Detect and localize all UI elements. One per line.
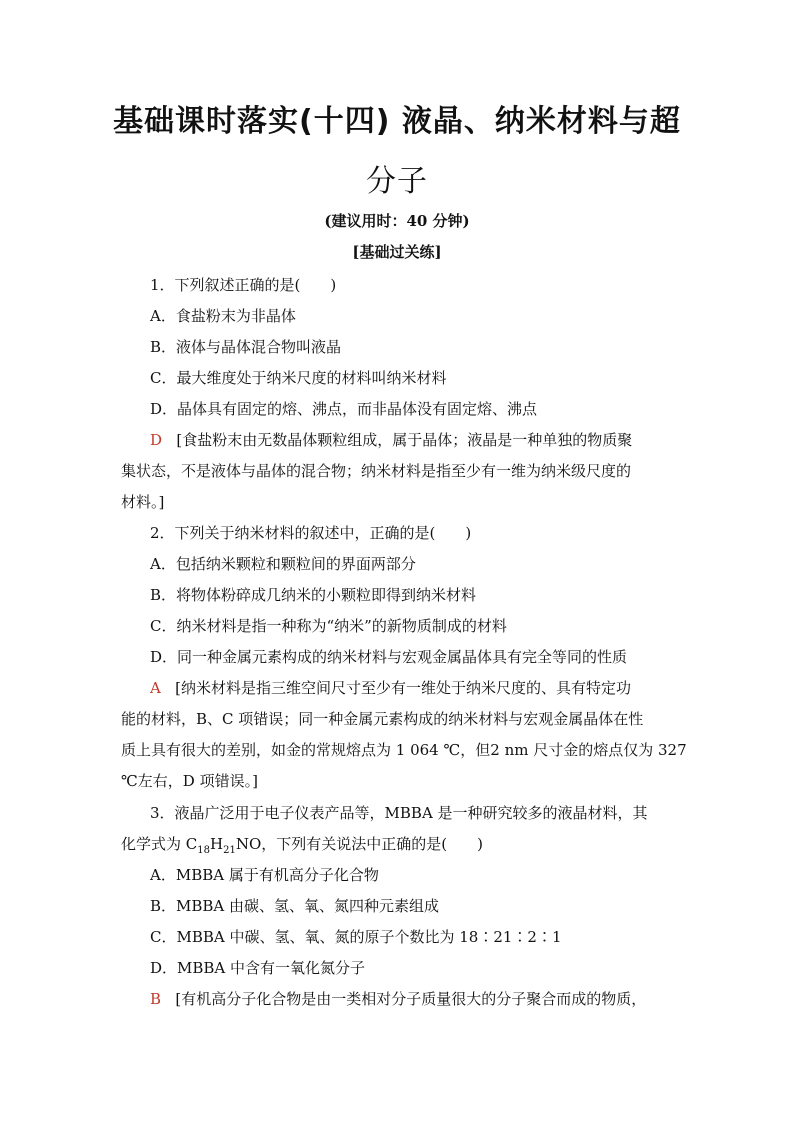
question-2-explanation-2: 能的材料，B、C 项错误；同一种金属元素构成的纳米材料与宏观金属晶体在性 xyxy=(121,710,644,728)
question-2-explanation-line xyxy=(150,678,631,698)
question-3-option-d: D．MBBA 中含有一氧化氮分子 xyxy=(150,959,366,977)
question-1-explanation-line xyxy=(150,430,632,450)
question-2-answer: A xyxy=(150,679,161,697)
question-1-explanation-3: 材料。] xyxy=(121,493,165,511)
question-3-stem-2 xyxy=(121,834,483,854)
question-1-option-a: A．食盐粉末为非晶体 xyxy=(150,307,296,325)
question-2-option-b: B．将物体粉碎成几纳米的小颗粒即得到纳米材料 xyxy=(150,586,477,604)
question-2-option-a: A．包括纳米颗粒和颗粒间的界面两部分 xyxy=(150,555,416,573)
question-3-option-a: A．MBBA 属于有机高分子化合物 xyxy=(150,866,379,884)
section-heading: [基础过关练] xyxy=(352,243,442,261)
formula-subscript-c: 18 xyxy=(197,845,210,856)
page-title-continued: 分子 xyxy=(366,164,428,199)
question-3-explanation: [有机高分子化合物是由一类相对分子质量很大的分子聚合而成的物质， xyxy=(175,990,647,1008)
question-3-formula-prefix: 化学式为 C xyxy=(121,835,198,853)
question-1-option-c: C．最大维度处于纳米尺度的材料叫纳米材料 xyxy=(150,369,447,387)
question-2-option-c: C．纳米材料是指一种称为“纳米”的新物质制成的材料 xyxy=(150,617,507,635)
question-3-option-b: B．MBBA 由碳、氢、氧、氮四种元素组成 xyxy=(150,897,440,915)
question-3-explanation-line xyxy=(150,989,646,1009)
question-2-explanation-4: ℃左右，D 项错误。] xyxy=(121,772,258,790)
question-2-explanation: [纳米材料是指三维空间尺寸至少有一维处于纳米尺度的、具有特定功 xyxy=(175,679,632,697)
question-2-stem: 2．下列关于纳米材料的叙述中，正确的是( ) xyxy=(150,524,472,542)
question-2-option-d: D．同一种金属元素构成的纳米材料与宏观金属晶体具有完全等同的性质 xyxy=(150,648,628,666)
question-1-option-b: B．液体与晶体混合物叫液晶 xyxy=(150,338,342,356)
formula-h: H xyxy=(209,835,224,853)
question-1-stem: 1．下列叙述正确的是( ) xyxy=(150,276,337,294)
question-1-option-d: D．晶体具有固定的熔、沸点，而非晶体没有固定熔、沸点 xyxy=(150,400,538,418)
question-1-answer: D xyxy=(150,431,163,449)
question-3-option-c: C．MBBA 中碳、氢、氧、氮的原子个数比为 18∶21∶2∶1 xyxy=(150,928,562,946)
question-1-explanation: [食盐粉末由无数晶体颗粒组成，属于晶体；液晶是一种单独的物质聚 xyxy=(176,431,633,449)
question-3-stem: 3．液晶广泛用于电子仪表产品等，MBBA 是一种研究较多的液晶材料，其 xyxy=(150,804,648,822)
page-title: 基础课时落实(十四) 液晶、纳米材料与超 xyxy=(113,104,681,139)
suggested-time: (建议用时：40 分钟) xyxy=(324,212,470,230)
question-3-answer: B xyxy=(150,990,162,1008)
question-1-explanation-2: 集状态，不是液体与晶体的混合物；纳米材料是指至少有一维为纳米级尺度的 xyxy=(121,462,632,480)
formula-subscript-h: 21 xyxy=(223,845,236,856)
question-2-explanation-3: 质上具有很大的差别，如金的常规熔点为 1 064 ℃，但2 nm 尺寸金的熔点仅为 327 xyxy=(121,741,687,759)
question-3-stem-suffix: NO，下列有关说法中正确的是( ) xyxy=(235,835,483,853)
